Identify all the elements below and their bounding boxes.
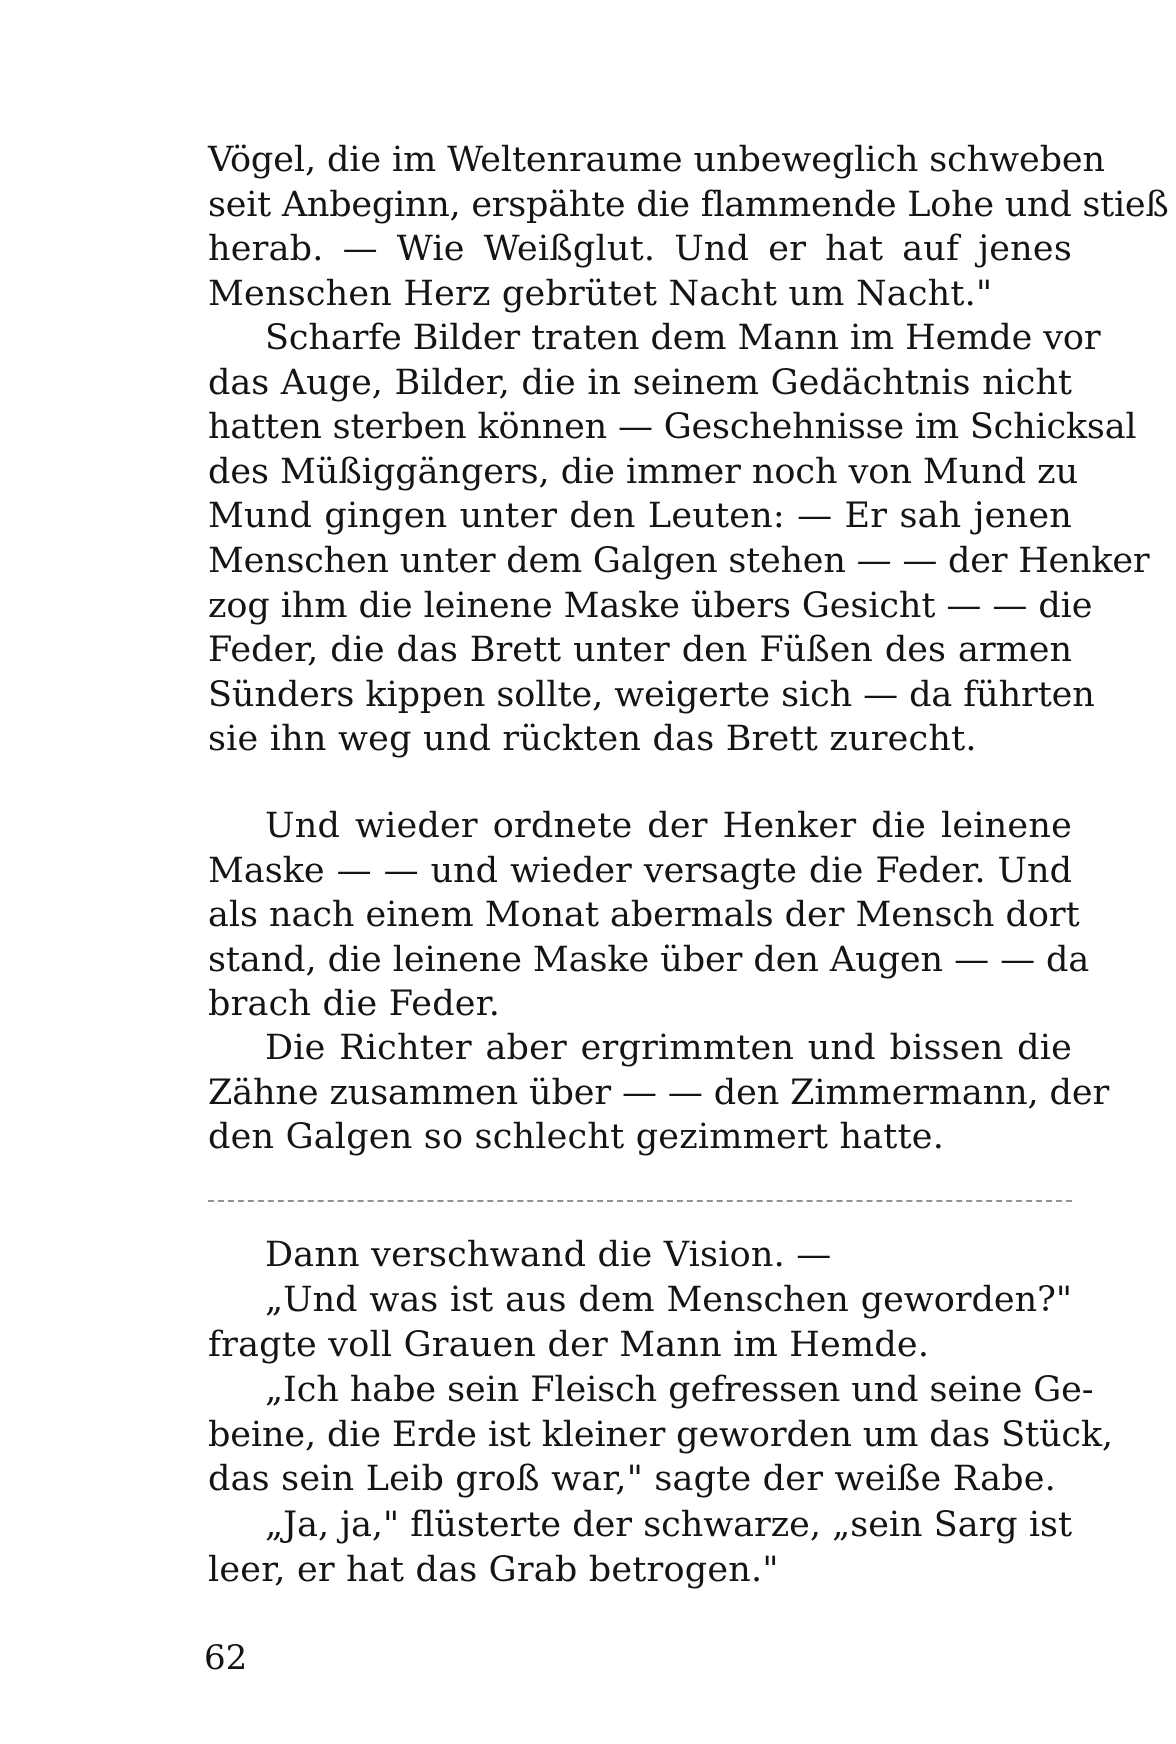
text-line: als nach einem Monat abermals der Mensch dort [208, 895, 1080, 936]
paragraph-2 [208, 316, 1150, 762]
text-line: zog ihm die leinene Maske übers Gesicht — — die [208, 585, 1093, 626]
paragraph-5 [208, 1233, 1072, 1278]
text-line: das Auge, Bilder, die in seinem Gedächtnis nicht [208, 362, 1072, 403]
text-line: brach die Feder. [208, 984, 501, 1025]
text-line: „Ich habe sein Fleisch gefressen und seine Ge- [265, 1370, 1094, 1410]
text-line: fragte voll Grauen der Mann im Hemde. [208, 1324, 930, 1365]
paragraph-7 [208, 1368, 1113, 1502]
paragraph-6 [208, 1278, 1072, 1367]
text-line: hatten sterben können — Geschehnisse im Schicksal [208, 407, 1137, 448]
text-line: beine, die Erde ist kleiner geworden um das Stück, [208, 1414, 1113, 1455]
paragraph-1 [208, 138, 1169, 316]
text-line: Feder, die das Brett unter den Füßen des armen [208, 630, 1072, 671]
text-line: das sein Leib groß war," sagte der weiße Rabe. [208, 1459, 1057, 1500]
text-line: Sünders kippen sollte, weigerte sich — da führten [208, 674, 1095, 715]
text-line: Die Richter aber ergrimmten und bissen die [265, 1028, 1073, 1068]
text-line: Und wieder ordnete der Henker die leinene [265, 806, 1072, 846]
text-line: den Galgen so schlecht gezimmert hatte. [208, 1117, 945, 1158]
text-line: Maske — — und wieder versagte die Feder. Und [208, 850, 1072, 891]
text-line: stand, die leinene Maske über den Augen — — da [208, 939, 1090, 980]
text-line: herab. — Wie Weißglut. Und er hat auf jenes [208, 229, 1072, 270]
text-line: des Müßiggängers, die immer noch von Mund zu [208, 451, 1079, 492]
paragraph-3 [208, 804, 1090, 1027]
text-line: Menschen unter dem Galgen stehen — — der Henker [208, 540, 1150, 581]
text-line: Vögel, die im Weltenraume unbeweglich schweben [208, 140, 1105, 180]
text-line: Dann verschwand die Vision. — [265, 1235, 832, 1275]
page-number: 62 [204, 1638, 248, 1678]
text-line: seit Anbeginn, erspähte die flammende Lohe und stieß [208, 184, 1169, 225]
text-line: „Und was ist aus dem Menschen geworden?" [265, 1280, 1072, 1320]
text-line: „Ja, ja," flüsterte der schwarze, „sein Sarg ist [265, 1505, 1072, 1545]
text-line: Scharfe Bilder traten dem Mann im Hemde vor [265, 318, 1101, 358]
section-separator [208, 1200, 1072, 1204]
paragraph-8 [208, 1503, 1072, 1592]
text-line: Mund gingen unter den Leuten: — Er sah jenen [208, 496, 1072, 537]
paragraph-4 [208, 1026, 1110, 1160]
text-line: sie ihn weg und rückten das Brett zurecht. [208, 719, 977, 760]
text-line: Zähne zusammen über — — den Zimmermann, der [208, 1072, 1110, 1113]
text-line: leer, er hat das Grab betrogen." [208, 1549, 779, 1590]
text-line: Menschen Herz gebrütet Nacht um Nacht." [208, 273, 993, 314]
